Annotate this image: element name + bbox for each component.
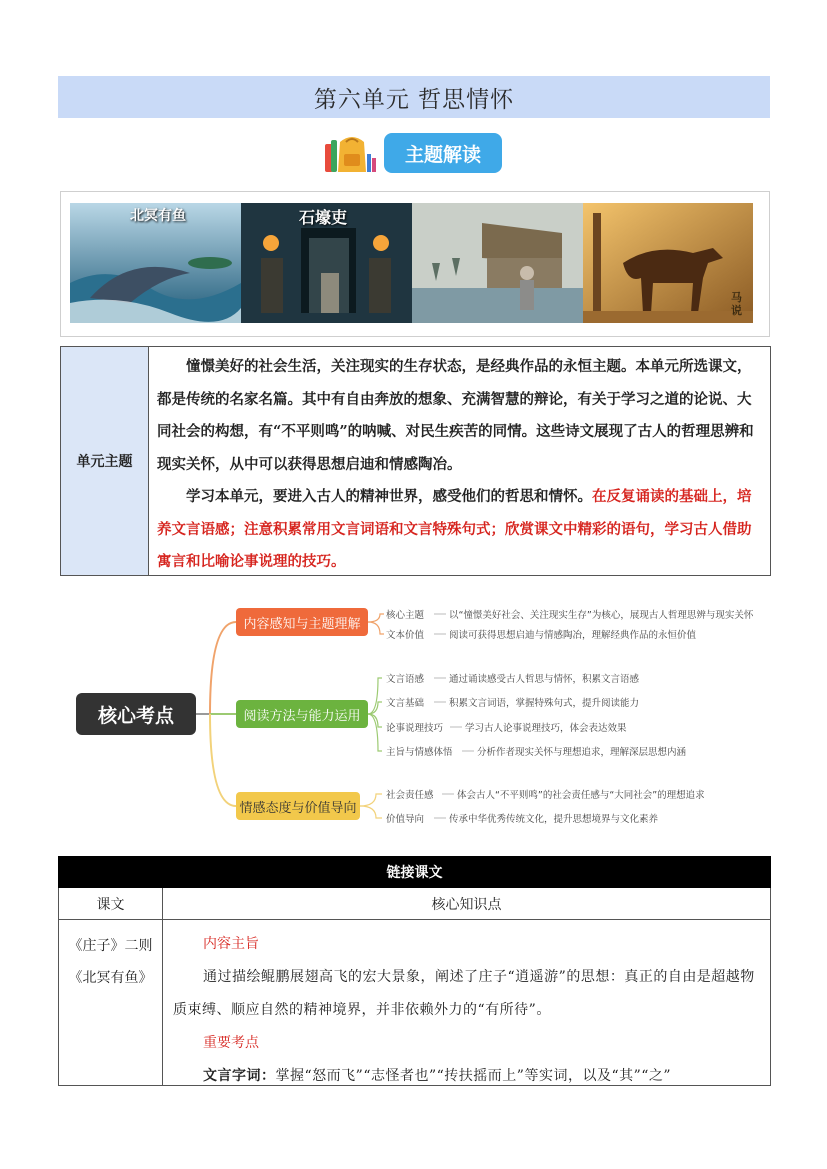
table-row xyxy=(59,920,770,1085)
key-points-content: 掌握“怒而飞”“志怪者也”“抟扶摇而上”等实词，以及“其”“之” xyxy=(275,1068,672,1084)
leaf-desc: 积累文言词语，掌握特殊句式，提升阅读能力 xyxy=(449,698,640,709)
column-header-knowledge: 核心知识点 xyxy=(431,896,502,913)
leaf-key: 文言语感 xyxy=(386,674,425,685)
image-caption: 马说 xyxy=(731,291,742,317)
leaf-key: 主旨与情感体悟 xyxy=(386,747,453,758)
column-header-lesson: 课文 xyxy=(59,888,163,919)
link-lessons-table xyxy=(58,888,771,1086)
village-scene-image xyxy=(412,203,583,323)
leaf-desc: 体会古人“不平则鸣”的社会责任感与“大同社会”的理想追求 xyxy=(457,790,705,801)
branch-node-values: 情感态度与价值导向 xyxy=(236,792,360,820)
illustration-strip xyxy=(60,191,770,337)
key-points-text xyxy=(173,1060,762,1093)
leaf-key: 文本价值 xyxy=(386,630,425,641)
backpack-icon xyxy=(322,130,380,176)
leaf-desc: 以“憧憬美好社会、关注现实生存”为核心，展现古人哲理思辨与现实关怀 xyxy=(449,610,754,621)
page-title: 第六单元 哲思情怀 xyxy=(58,76,770,118)
branch-node-content: 内容感知与主题理解 xyxy=(236,608,368,636)
image-caption: 石壕吏 xyxy=(299,208,348,227)
section-title-points: 重要考点 xyxy=(203,1035,259,1051)
theme-text: 通过描绘鲲鹏展翅高飞的宏大景象，阐述了庄子“逍遥游”的思想：真正的自由是超越物质束缚、顺应自然的精神境界，并非依赖外力的“有所待”。 xyxy=(173,969,755,1018)
learning-goals-text: 在反复诵读的基础上，培养文言语感；注意积累常用文言词语和文言特殊句式；欣赏课文中精彩的语句，学习古人借助寓言和比喻论事说理的技巧。 xyxy=(157,488,752,570)
knowledge-cell xyxy=(163,920,770,1085)
leaf-key: 社会责任感 xyxy=(386,790,434,801)
lesson-cell xyxy=(59,920,163,1085)
leaf-desc: 分析作者现实关怀与理想追求，理解深层思想内涵 xyxy=(477,747,687,758)
beiming-youyu-image xyxy=(70,203,241,323)
leaf-desc: 学习古人论事说理技巧，体会表达效果 xyxy=(465,723,627,734)
leaf-key: 核心主题 xyxy=(386,610,425,621)
section-title-theme: 内容主旨 xyxy=(203,936,259,952)
leaf-key: 文言基础 xyxy=(386,698,425,709)
learning-intro-text: 学习本单元，要进入古人的精神世界，感受他们的哲思和情怀。 xyxy=(186,488,592,505)
table-header-row xyxy=(59,888,770,920)
theme-badge: 主题解读 xyxy=(384,133,502,173)
leaf-key: 价值导向 xyxy=(386,814,425,825)
leaf-desc: 通过诵读感受古人哲思与情怀，积累文言语感 xyxy=(449,674,640,685)
branch-node-reading: 阅读方法与能力运用 xyxy=(236,700,368,728)
unit-theme-content xyxy=(149,347,770,575)
theme-badge-group xyxy=(322,130,512,176)
lesson-title: 《庄子》二则 xyxy=(68,938,153,954)
unit-theme-label: 单元主题 xyxy=(61,347,149,575)
key-points-label: 文言字词： xyxy=(203,1068,276,1084)
core-node: 核心考点 xyxy=(76,693,196,735)
image-caption: 北冥有鱼 xyxy=(130,208,186,224)
unit-theme-paragraph: 憧憬美好的社会生活，关注现实的生存状态，是经典作品的永恒主题。本单元所选课文，都是传统的名家名篇。其中有自由奔放的想象、充满智慧的辩论，有关于学习之道的论说、大同社会的构想，有“不平则鸣”的呐喊、对民生疾苦的同情。这些诗文展现了古人的哲理思辨和现实关怀，从中可以获得思想启迪和情感陶冶。 xyxy=(157,358,754,473)
shihao-li-image xyxy=(241,203,412,323)
ma-shuo-image xyxy=(583,203,753,323)
link-lessons-header: 链接课文 xyxy=(58,856,771,888)
leaf-key: 论事说理技巧 xyxy=(386,723,444,734)
unit-theme-table xyxy=(60,346,771,576)
lesson-title: 《北冥有鱼》 xyxy=(68,970,153,986)
core-points-mindmap xyxy=(70,596,770,832)
unit-theme-paragraph xyxy=(157,481,762,579)
leaf-desc: 传承中华优秀传统文化，提升思想境界与文化素养 xyxy=(449,814,659,825)
leaf-desc: 阅读可获得思想启迪与情感陶冶，理解经典作品的永恒价值 xyxy=(449,630,697,641)
